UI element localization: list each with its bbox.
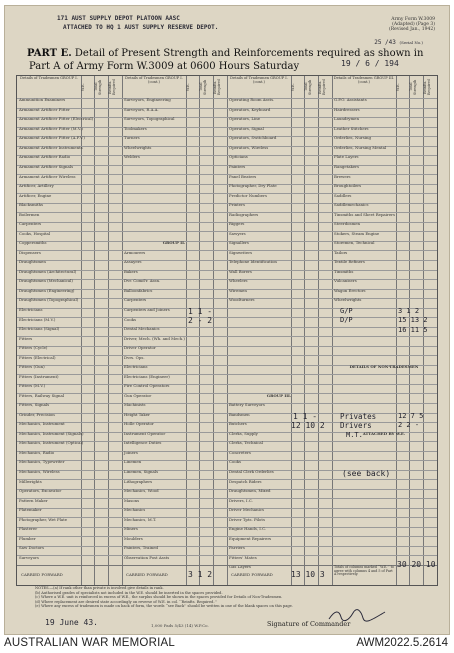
trade-label: Joiners	[124, 449, 138, 455]
trade-label: Carpenters	[124, 297, 147, 303]
row-rule	[17, 555, 437, 556]
trade-label: Linemen, Signals	[124, 468, 159, 474]
trade-label: Saw Doctors	[19, 545, 44, 551]
handwritten-entry: Drivers	[340, 421, 372, 431]
trade-label: Moulders	[124, 535, 143, 541]
trade-label: Carpenters	[19, 221, 42, 227]
trade-label: Operators, Keyboard	[229, 106, 271, 112]
row-rule	[17, 327, 437, 328]
trade-label: Operators, Signal	[229, 125, 264, 131]
trade-label: Draughtsmen, Mixed	[229, 488, 271, 494]
serial-value: 25 /43	[374, 39, 396, 46]
column-header: Reinfts. Required	[423, 79, 432, 95]
trade-label: Operators, Line	[229, 116, 261, 122]
trade-label: Lithographers	[124, 478, 153, 484]
trade-label: Tinsmiths and Sheet Repairers	[334, 211, 396, 217]
signature-date: 19 June 43.	[45, 618, 98, 627]
trade-label: Gun Operator	[124, 392, 152, 398]
trade-label: Plate Layers	[334, 154, 359, 160]
trade-label: Plasterer	[19, 526, 38, 532]
handwritten-entry: 3 1 2	[398, 306, 420, 315]
handwritten-entry: M.T.	[346, 430, 363, 439]
group-heading: GROUP II.	[162, 240, 186, 246]
trade-label: Driver Operator	[124, 345, 156, 351]
column-header: W.E.	[186, 83, 190, 91]
trade-label: Mechanics, Instrument (Optical)	[19, 440, 84, 446]
trade-label: Wiremen	[229, 287, 247, 293]
trade-label: Mechanics, M.T.	[124, 516, 157, 522]
column-header: Details of Tradesmen GROUP I. (cont.)	[125, 76, 183, 85]
handwritten-entry: 12 7 5	[398, 411, 424, 420]
trade-label: Cooks, Hospital	[19, 230, 51, 236]
strength-table	[16, 75, 438, 586]
column-header: W.E.	[291, 83, 295, 91]
trade-label: Painters, Trained	[124, 545, 159, 551]
trade-label: Instrument Operator	[124, 430, 166, 436]
trade-label: Driver, Mech. (Wh. and Mech.)	[124, 335, 185, 341]
report-date: 19 / 6 / 194	[341, 59, 399, 68]
trade-label: Height Taker	[124, 411, 150, 417]
trade-label: Tinsmiths	[334, 268, 354, 274]
handwritten-entry: (see back)	[342, 468, 391, 478]
trade-label: Armament Artificer Fitter	[19, 106, 70, 112]
handwritten-entry: 2 - 2	[188, 316, 213, 326]
trade-label: Fitters (Gun)	[19, 364, 45, 370]
trade-label: Opticians	[229, 154, 248, 160]
row-rule	[17, 517, 437, 518]
trade-label: Turners	[124, 135, 140, 141]
trade-label: Despatch Riders	[229, 478, 262, 484]
trade-label: Wall Borers	[229, 268, 252, 274]
trade-label: Clerks, Technical	[229, 440, 263, 446]
trade-label: Masons	[124, 497, 140, 503]
serial-number	[374, 39, 423, 46]
trade-label: Textile Refiners	[334, 259, 365, 265]
handwritten-entry: 12 10 2	[291, 421, 325, 431]
trade-label: Draughtsmen	[19, 259, 46, 265]
trade-label: Sawyers	[229, 230, 246, 236]
trade-label: Electricians	[19, 306, 43, 312]
note-line: (d) Where replacement are desired state accordingly on reverse of W.E. in col. ‘‘Reinfts. Required.’’	[35, 599, 217, 604]
trade-label: Farriers	[229, 545, 245, 551]
trade-label: Operating Room Assts.	[229, 97, 275, 103]
trade-label: Driver Mechanics	[229, 507, 265, 513]
handwritten-entry: 15 13 2	[398, 316, 428, 325]
trade-label: Brewers	[334, 173, 351, 179]
trade-label: Linemen	[124, 459, 142, 465]
trade-label: Wagon Erectors	[334, 287, 366, 293]
trade-label: Grinder, Precision	[19, 411, 55, 417]
column-header: Reinfts. Required	[213, 79, 222, 95]
row-rule	[17, 489, 437, 490]
trade-label: Dvr. Comd'r. Assn.	[124, 278, 161, 284]
trade-label: Machinists	[124, 402, 146, 408]
column-header: Total Strength	[304, 79, 313, 95]
title-part: PART E.	[27, 48, 72, 59]
group-heading: DETAILS OF NON-TRADESMEN	[349, 364, 419, 370]
printer-imprint: 1,000 Pads 5/43 (14) W.P.Co.	[151, 623, 209, 628]
trade-label: Surveyors, Engineering	[124, 97, 171, 103]
column-header: Details of Tradesmen GROUP III. (cont.)	[333, 76, 395, 85]
row-rule	[17, 460, 437, 461]
column-header: W.E.	[81, 83, 85, 91]
trade-label: Carpenters and Joiners	[124, 306, 170, 312]
trade-label: Fitters (Cycle)	[19, 345, 48, 351]
trade-label: Printers	[229, 202, 245, 208]
trade-label: Tailors	[334, 249, 348, 255]
row-rule	[17, 355, 437, 356]
form-title-line-2: Part A of Army Form W.3009 at 0600 Hours Saturday	[29, 61, 300, 72]
trade-label: Armament Artificer Fitter (M.V.)	[19, 125, 83, 131]
column-header: Total Strength	[409, 79, 418, 95]
row-rule	[17, 403, 437, 404]
trade-label: Gas Layers	[229, 564, 251, 570]
row-rule	[17, 527, 437, 528]
handwritten-entry: 3 1 2	[188, 570, 213, 579]
trade-label: G.P.O. Assistants	[334, 97, 367, 103]
trade-label: Dental Clerk Orderlies	[229, 468, 274, 474]
trade-label: Assayers	[124, 259, 142, 265]
trade-label: Hairdressers	[334, 106, 360, 112]
handwritten-entry: 13 10 3	[291, 570, 325, 579]
trade-label: Draughtsmen (Mechanical)	[19, 278, 73, 284]
trade-label: Holle Operator	[124, 421, 154, 427]
trade-label: Fitters, Railway Signal	[19, 392, 65, 398]
column-header: Reinfts. Required	[318, 79, 327, 95]
trade-label: Bakers	[124, 268, 138, 274]
row-rule	[17, 346, 437, 347]
trade-label: Woodturners	[229, 297, 255, 303]
trade-label: Driver Tpts. Pilots	[229, 516, 265, 522]
trade-label: Mechanics, Instrument	[19, 421, 65, 427]
form-ref-line: (Revised Jan., 1942)	[389, 27, 435, 33]
trade-label: Wheelers	[229, 278, 248, 284]
trade-label: Mechanics, Instrument (Signals)	[19, 430, 84, 436]
trade-label: Dispensers	[19, 249, 41, 255]
column-header: Details of Tradesmen GROUP I. (cont.)	[230, 76, 288, 85]
handwritten-entry: 1 1 -	[293, 411, 318, 421]
trade-label: Cooks	[229, 459, 242, 465]
trade-label: Broughtoilers	[334, 183, 362, 189]
trade-label: Orderlies, Nursing Mental	[334, 144, 387, 150]
trade-label: Artificer, Artillery	[19, 183, 54, 189]
row-rule	[17, 336, 437, 337]
trade-label: Rangetakers	[334, 164, 360, 169]
signature-label: Signature of Commander	[267, 620, 351, 628]
trade-label: Fitters	[19, 335, 33, 341]
trade-label: Fitters (Instrument)	[19, 373, 59, 379]
handwritten-entry: Privates	[340, 411, 377, 421]
trade-label: Fitters (Electrical)	[19, 354, 56, 360]
trade-label: Welders	[124, 154, 140, 160]
handwritten-entry: 30 20 10	[397, 560, 436, 570]
trade-label: Vulcanisers	[334, 278, 357, 284]
trade-label: Armament Artificer Fitter (Electrical)	[19, 116, 94, 122]
trade-label: Coppersmiths	[19, 240, 47, 246]
row-rule	[17, 422, 437, 423]
note-line: NOTES.—(a) If rank other than private is involved give details in rank.	[35, 586, 164, 590]
trade-label: Clerks, Supply	[229, 430, 258, 436]
trade-label: Ammunition Examiners	[19, 97, 66, 103]
column-header: Details of Tradesmen GROUP I.	[20, 76, 78, 80]
trade-label: Painters	[229, 164, 246, 169]
trade-label: Fitters (M.V.)	[19, 383, 46, 389]
handwritten-entry: 2 2 -	[398, 421, 420, 430]
trade-label: Blacksmiths	[19, 202, 43, 208]
row-rule	[17, 393, 437, 394]
trade-label: Fitters' Mates	[229, 554, 257, 560]
form-ref-line: (Adapted) (Page 3)	[392, 22, 435, 28]
trade-label: Operators, Switchboard	[229, 135, 277, 141]
trade-label: Surveyors, R.A.A.	[124, 106, 159, 112]
trade-label: Boilermen	[19, 211, 40, 217]
trade-label: Cooks	[124, 316, 137, 322]
document-sheet	[5, 6, 449, 634]
trade-label: Dvrs. Ops.	[124, 354, 145, 360]
row-rule	[17, 384, 437, 385]
group-heading: ATTACHED BY W.E.	[362, 430, 406, 436]
carried-forward-label: CARRIED FORWARD	[21, 572, 63, 577]
trade-label: Electricians (Signal)	[19, 326, 60, 332]
trade-label: Toolmakers	[124, 125, 147, 131]
notes-block	[35, 586, 435, 609]
row-rule	[17, 451, 437, 452]
trade-label: Mechanics, Wood	[124, 488, 159, 494]
trade-label: Stokers, Steam Engine	[334, 230, 380, 236]
trade-label: Plumber	[19, 535, 36, 541]
carried-forward-label: CARRIED FORWARD	[231, 572, 273, 577]
trade-label: Operators, Excavator	[19, 488, 62, 494]
trade-label: Balloonfabrics	[124, 287, 153, 293]
trade-label: Armament Artificer Signals	[19, 164, 74, 169]
trade-label: Surveyors, Topographical	[124, 116, 175, 122]
trade-label: Artificer, Engine	[19, 192, 52, 198]
trade-label: Battery Surveyors	[229, 402, 265, 408]
trade-label: Saddlers	[334, 192, 352, 198]
totals-note: Totals of columns marked ‘‘W.E.’’ to agree with columns 4 and 5 of Part A respectively.	[334, 565, 394, 577]
form-title	[27, 48, 423, 59]
trade-label: Armament Artificer Instruments	[19, 144, 83, 150]
trade-label: Engine Hands, I.C.	[229, 526, 267, 532]
trade-label: Mechanics, Radio	[19, 449, 55, 455]
handwritten-entry: 1 1 -	[188, 306, 213, 316]
trade-label: Laundrymen	[334, 116, 359, 122]
trade-label: Wheelwrights	[124, 144, 152, 150]
trade-label: Armament Artificer Wireless	[19, 173, 76, 179]
trade-label: Fire Control Operators	[124, 383, 170, 389]
trade-label: Panel Beaters	[229, 173, 257, 179]
row-rule	[17, 508, 437, 509]
archive-caption: AUSTRALIAN WAR MEMORIAL	[4, 637, 175, 649]
trade-label: Draughtsmen (Topographical)	[19, 297, 79, 303]
note-line: (b) Authorised grades of specialists not included in the W.E. should be inserted in the spaces provided.	[35, 590, 223, 595]
trade-label: Observation Post Assts	[124, 554, 170, 560]
serial-label: (Serial No.)	[399, 40, 423, 45]
trade-label: Mechanics, Wireless	[19, 468, 60, 474]
trade-label: Draughtsmen (Architectural)	[19, 268, 77, 274]
trade-label: Radiographers	[229, 211, 259, 217]
carried-forward-label: CARRIED FORWARD	[126, 572, 168, 577]
trade-label: Armament Artificer Fitter (A.F.V.)	[19, 135, 85, 141]
trade-label: Fitters, Signals	[19, 402, 50, 408]
note-line: (e) Where any excess of tradesmen is made on back of form, the words ‘‘see Back’’ should be written in one of the blank spaces on this page.	[35, 604, 293, 608]
group-heading: GROUP III.	[266, 392, 292, 398]
trade-label: Photographer, Dry Plate	[229, 183, 277, 189]
trade-label: Pattern Maker	[19, 497, 48, 503]
trade-label: Mechanics	[124, 507, 146, 513]
row-rule	[17, 536, 437, 537]
trade-label: Electricians (M.V.)	[19, 316, 56, 322]
trade-label: Signwriters	[229, 249, 253, 255]
column-header: W.E.	[396, 83, 400, 91]
trade-label: Draughtsmen (Engineering)	[19, 287, 75, 293]
column-header: Total Strength	[94, 79, 103, 95]
row-rule	[17, 317, 437, 318]
trade-label: Electricians (Engineer)	[124, 373, 170, 379]
archive-accession-number: AWM2022.5.2614	[356, 637, 448, 649]
trade-label: Armourers	[124, 249, 146, 255]
handwritten-entry: 16 11 5	[398, 325, 428, 334]
trade-label: Photographer, Wet Plate	[19, 516, 68, 522]
trade-label: Concreters	[229, 449, 251, 455]
trade-label: Bandsmen	[229, 411, 250, 417]
trade-label: Wheelwrights	[334, 297, 362, 303]
trade-label: Platemaker	[19, 507, 42, 513]
column-header: Reinfts. Required	[108, 79, 117, 95]
column-header: Total Strength	[199, 79, 208, 95]
trade-label: Armament Artificer Radio	[19, 154, 71, 160]
handwritten-entry: D/P	[340, 316, 353, 325]
form-ref-line: Army Form W.3009	[391, 17, 435, 22]
trade-label: Millwrights	[19, 478, 42, 484]
trade-label: Mechanics, Typewriter	[19, 459, 65, 465]
unit-line-2: ATTACHED TO HQ 1 AUST SUPPLY RESERVE DEPOT.	[63, 24, 219, 31]
trade-label: Riggers	[229, 221, 245, 227]
trade-label: Butchers	[229, 421, 247, 427]
trade-label: Operators, Wireless	[229, 144, 269, 150]
trade-label: Dental Mechanics	[124, 326, 160, 332]
title-rest: Detail of Present Strength and Reinforcements required as shown in	[74, 48, 424, 59]
trade-label: Telephone Identification	[229, 259, 277, 265]
handwritten-entry: G/P	[340, 306, 353, 315]
unit-line-1: 171 AUST SUPPLY DEPOT PLATOON AASC	[57, 15, 180, 22]
trade-label: Saddlemechanics	[334, 202, 369, 208]
trade-label: Surveyors	[19, 554, 39, 560]
trade-label: Drivers, I.C.	[229, 497, 253, 503]
row-rule	[17, 546, 437, 547]
trade-label: Electricians	[124, 364, 148, 370]
row-rule	[17, 479, 437, 480]
trade-label: Storemen, Technical	[334, 240, 375, 246]
trade-label: Predictor Numbers	[229, 192, 267, 198]
trade-label: Signallers	[229, 240, 249, 246]
trade-label: Miners	[124, 526, 138, 532]
trade-label: Equipment Repairers	[229, 535, 272, 541]
trade-label: Leather Stitchers	[334, 125, 369, 131]
trade-label: Intelligence Duties	[124, 440, 162, 446]
form-reference	[389, 17, 435, 33]
row-rule	[17, 498, 437, 499]
trade-label: Orderlies, Nursing	[334, 135, 371, 141]
note-line: (c) Where a W.E. unit is reinforced in excess of W.E., the surplus should be shown in the spaces provided for Details of Non-Tradesmen.	[35, 595, 283, 599]
trade-label: Steerdosmen	[334, 221, 361, 227]
